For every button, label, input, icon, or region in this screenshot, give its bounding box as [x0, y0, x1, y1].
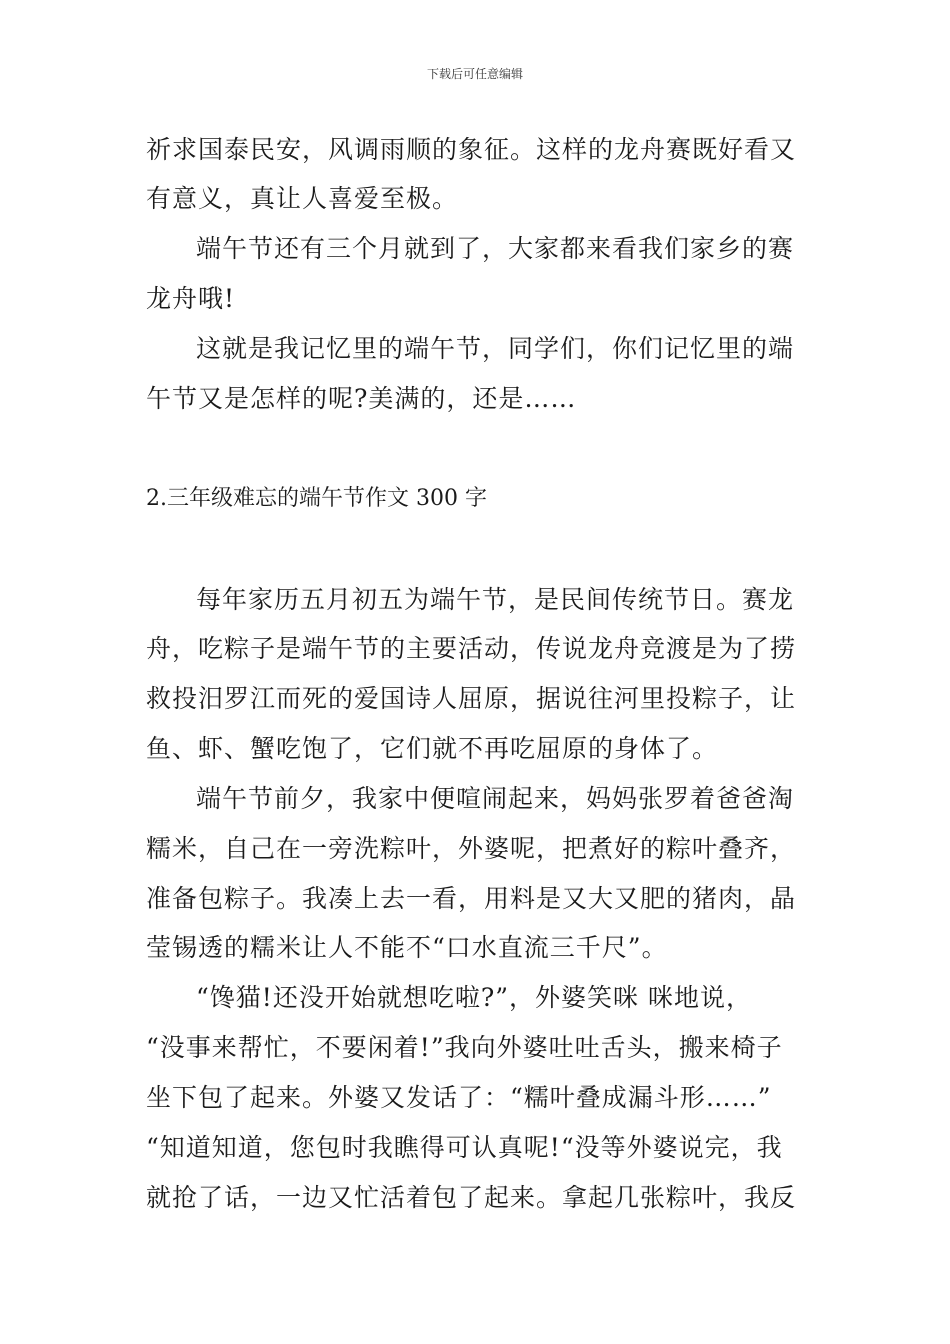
text-line: 坐下包了起来。外婆又发话了：“糯叶叠成漏斗形……” [146, 1083, 772, 1112]
text-line: 舟，吃粽子是端午节的主要活动，传说龙舟竞渡是为了捞 [146, 634, 797, 663]
text-line: 龙舟哦! [146, 284, 236, 313]
text-line: 糯米，自己在一旁洗粽叶，外婆呢，把煮好的粽叶叠齐， [146, 834, 797, 863]
section-title: 2.三年级难忘的端午节作文 300 字 [146, 486, 487, 511]
text-line: 有意义，真让人喜爱至极。 [146, 184, 459, 213]
text-line: 救投汨罗江而死的爱国诗人屈原，据说往河里投粽子，让 [146, 684, 797, 713]
text-line: 端午节还有三个月就到了，大家都来看我们家乡的赛 [196, 234, 795, 263]
text-line: 鱼、虾、蟹吃饱了，它们就不再吃屈原的身体了。 [146, 734, 719, 763]
text-line: 午节又是怎样的呢?美满的，还是…… [146, 384, 577, 413]
text-line: 准备包粽子。我凑上去一看，用料是又大又肥的猪肉，晶 [146, 884, 797, 913]
text-line: 端午节前夕，我家中便喧闹起来，妈妈张罗着爸爸淘 [196, 784, 795, 813]
text-line: 每年家历五月初五为端午节，是民间传统节日。赛龙 [196, 585, 795, 614]
text-line: “知道知道，您包时我瞧得可认真呢!“没等外婆说完，我 [146, 1133, 783, 1162]
text-line: “馋猫!还没开始就想吃啦?”，外婆笑咪 咪地说， [196, 983, 752, 1012]
text-line: “没事来帮忙，不要闲着!”我向外婆吐吐舌头，搬来椅子 [146, 1033, 783, 1062]
text-line: 祈求国泰民安，风调雨顺的象征。这样的龙舟赛既好看又 [146, 135, 797, 164]
text-line: 这就是我记忆里的端午节，同学们，你们记忆里的端 [196, 334, 795, 363]
text-line: 就抢了话，一边又忙活着包了起来。拿起几张粽叶，我反 [146, 1183, 797, 1212]
page-header: 下载后可任意编辑 [426, 67, 523, 81]
text-line: 莹锡透的糯米让人不能不“口水直流三千尺”。 [146, 933, 668, 962]
